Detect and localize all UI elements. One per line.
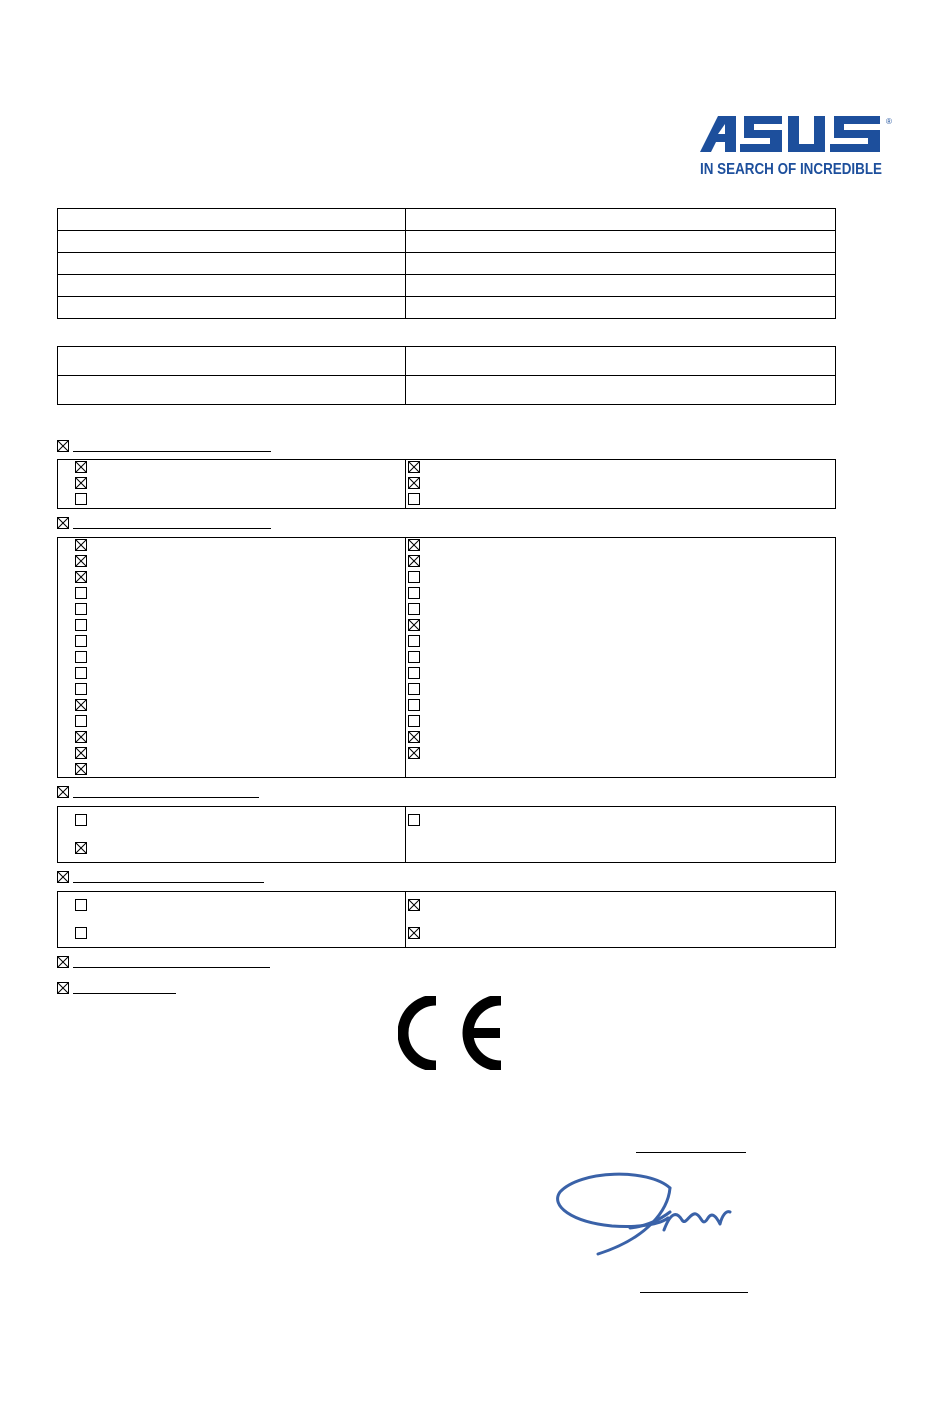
checkbox-left[interactable]: [75, 461, 87, 473]
checkbox-left[interactable]: [75, 667, 87, 679]
checkbox-right[interactable]: [408, 814, 420, 826]
checkbox-left[interactable]: [75, 539, 87, 551]
manufacturer-info-table: [57, 346, 836, 405]
checkbox[interactable]: [57, 956, 69, 968]
checkbox-left[interactable]: [75, 747, 87, 759]
section-3-frame: [57, 806, 836, 863]
checkbox-right[interactable]: [408, 731, 420, 743]
checkbox-right[interactable]: [408, 555, 420, 567]
checkbox-left[interactable]: [75, 899, 87, 911]
checkbox-left[interactable]: [75, 603, 87, 615]
date-line: [636, 1152, 746, 1153]
checkbox-left[interactable]: [75, 477, 87, 489]
asus-logo: [696, 112, 896, 178]
checkbox-right[interactable]: [408, 477, 420, 489]
checkbox-right[interactable]: [408, 603, 420, 615]
checkbox[interactable]: [57, 982, 69, 994]
section-2-frame: [57, 537, 836, 778]
checkbox[interactable]: [57, 440, 69, 452]
checkbox[interactable]: [57, 517, 69, 529]
checkbox-right[interactable]: [408, 747, 420, 759]
checkbox-left[interactable]: [75, 651, 87, 663]
product-info-table: [57, 208, 836, 319]
checkbox-left[interactable]: [75, 555, 87, 567]
checkbox-right[interactable]: [408, 493, 420, 505]
checkbox-right[interactable]: [408, 683, 420, 695]
checkbox[interactable]: [57, 871, 69, 883]
ce-mark: [398, 996, 506, 1070]
checkbox-left[interactable]: [75, 571, 87, 583]
checkbox-right[interactable]: [408, 587, 420, 599]
checkbox-right[interactable]: [408, 635, 420, 647]
signature: [552, 1166, 742, 1262]
checkbox-right[interactable]: [408, 927, 420, 939]
checkbox-right[interactable]: [408, 461, 420, 473]
checkbox-left[interactable]: [75, 814, 87, 826]
checkbox-left[interactable]: [75, 635, 87, 647]
checkbox-right[interactable]: [408, 539, 420, 551]
signature-line: [640, 1292, 748, 1293]
checkbox-left[interactable]: [75, 619, 87, 631]
checkbox-right[interactable]: [408, 715, 420, 727]
checkbox-right[interactable]: [408, 699, 420, 711]
checkbox-left[interactable]: [75, 927, 87, 939]
section-4-frame: [57, 891, 836, 948]
registered-mark: ®: [886, 117, 892, 126]
checkbox[interactable]: [57, 786, 69, 798]
section-1-frame: [57, 459, 836, 509]
checkbox-right[interactable]: [408, 571, 420, 583]
checkbox-right[interactable]: [408, 667, 420, 679]
checkbox-left[interactable]: [75, 493, 87, 505]
checkbox-left[interactable]: [75, 763, 87, 775]
checkbox-left[interactable]: [75, 683, 87, 695]
checkbox-left[interactable]: [75, 699, 87, 711]
checkbox-left[interactable]: [75, 731, 87, 743]
brand-tagline: IN SEARCH OF INCREDIBLE: [700, 161, 882, 178]
checkbox-right[interactable]: [408, 619, 420, 631]
checkbox-left[interactable]: [75, 842, 87, 854]
checkbox-left[interactable]: [75, 715, 87, 727]
checkbox-right[interactable]: [408, 651, 420, 663]
checkbox-left[interactable]: [75, 587, 87, 599]
checkbox-right[interactable]: [408, 899, 420, 911]
